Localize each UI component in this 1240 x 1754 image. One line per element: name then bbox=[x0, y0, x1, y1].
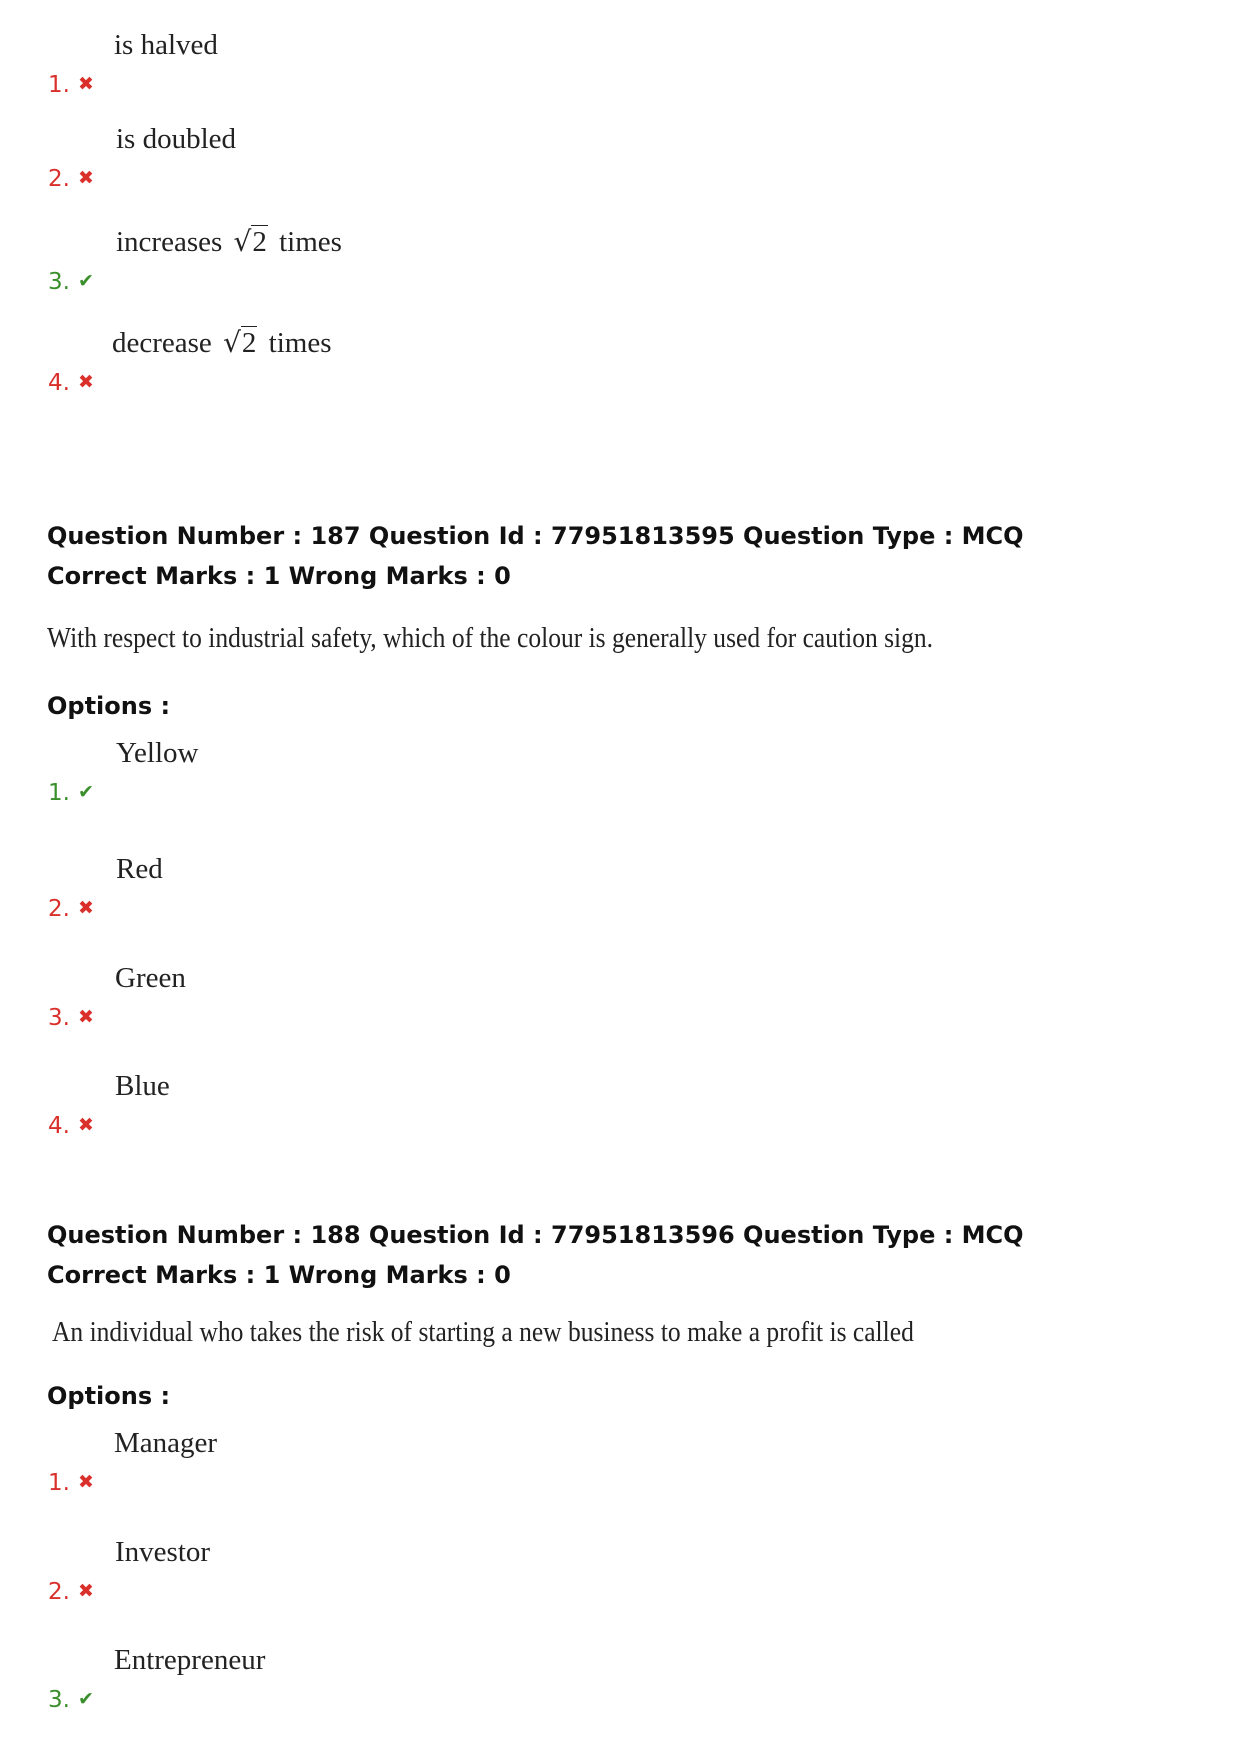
option-text-pre: increases bbox=[116, 226, 223, 258]
wrong-icon: ✖ bbox=[78, 371, 94, 393]
wrong-icon: ✖ bbox=[78, 167, 94, 189]
wrong-icon: ✖ bbox=[78, 1580, 94, 1602]
correct-icon: ✔ bbox=[78, 270, 94, 292]
option-1 bbox=[48, 736, 848, 806]
option-text: Red bbox=[116, 853, 163, 885]
option-number: 3. bbox=[48, 269, 70, 295]
marks-line: Correct Marks : 1 Wrong Marks : 0 bbox=[47, 562, 511, 590]
option-number: 2. bbox=[48, 1579, 70, 1605]
option-text: Green bbox=[115, 962, 186, 994]
option-text: is halved bbox=[114, 29, 218, 61]
radicand: 2 bbox=[252, 226, 267, 258]
wrong-icon: ✖ bbox=[78, 1114, 94, 1136]
option-number: 2. bbox=[48, 896, 70, 922]
options-label: Options : bbox=[47, 1382, 171, 1410]
option-number: 2. bbox=[48, 166, 70, 192]
option-number: 1. bbox=[48, 780, 70, 806]
option-text bbox=[116, 225, 342, 259]
option-2 bbox=[48, 852, 848, 922]
correct-icon: ✔ bbox=[78, 1688, 94, 1710]
option-text bbox=[112, 326, 332, 360]
marks-line: Correct Marks : 1 Wrong Marks : 0 bbox=[47, 1261, 511, 1289]
radicand: 2 bbox=[241, 327, 257, 359]
square-root-symbol: √2 bbox=[233, 225, 267, 258]
option-text: Manager bbox=[114, 1427, 218, 1459]
option-3 bbox=[48, 961, 848, 1031]
option-number: 3. bbox=[48, 1687, 70, 1713]
option-text: Blue bbox=[115, 1070, 170, 1102]
option-text: Entrepreneur bbox=[114, 1644, 266, 1676]
wrong-icon: ✖ bbox=[78, 897, 94, 919]
option-number: 1. bbox=[48, 72, 70, 98]
option-text-post: times bbox=[268, 327, 332, 359]
option-4 bbox=[48, 326, 848, 396]
option-text: Yellow bbox=[116, 737, 199, 769]
option-4 bbox=[48, 1069, 848, 1139]
option-text-post: times bbox=[279, 226, 342, 258]
square-root-symbol: √2 bbox=[223, 326, 257, 359]
option-number: 3. bbox=[48, 1005, 70, 1031]
option-1 bbox=[48, 1426, 848, 1496]
options-label: Options : bbox=[47, 692, 171, 720]
question-text: With respect to industrial safety, which of the colour is generally used for caution sign. bbox=[47, 622, 934, 654]
question-header: Question Number : 187 Question Id : 77951813595 Question Type : MCQ bbox=[47, 522, 1024, 550]
question-header: Question Number : 188 Question Id : 77951813596 Question Type : MCQ bbox=[47, 1221, 1024, 1249]
wrong-icon: ✖ bbox=[78, 1471, 94, 1493]
question-text: An individual who takes the risk of starting a new business to make a profit is called bbox=[52, 1316, 914, 1348]
wrong-icon: ✖ bbox=[78, 1006, 94, 1028]
option-1 bbox=[48, 28, 848, 98]
option-2 bbox=[48, 122, 848, 192]
correct-icon: ✔ bbox=[78, 781, 94, 803]
option-2 bbox=[48, 1535, 848, 1605]
wrong-icon: ✖ bbox=[78, 73, 94, 95]
option-number: 1. bbox=[48, 1470, 70, 1496]
option-number: 4. bbox=[48, 1113, 70, 1139]
option-text: is doubled bbox=[116, 123, 237, 155]
option-text: Investor bbox=[115, 1536, 211, 1568]
option-number: 4. bbox=[48, 370, 70, 396]
option-3 bbox=[48, 225, 848, 295]
option-text-pre: decrease bbox=[112, 327, 212, 359]
option-3 bbox=[48, 1643, 848, 1713]
